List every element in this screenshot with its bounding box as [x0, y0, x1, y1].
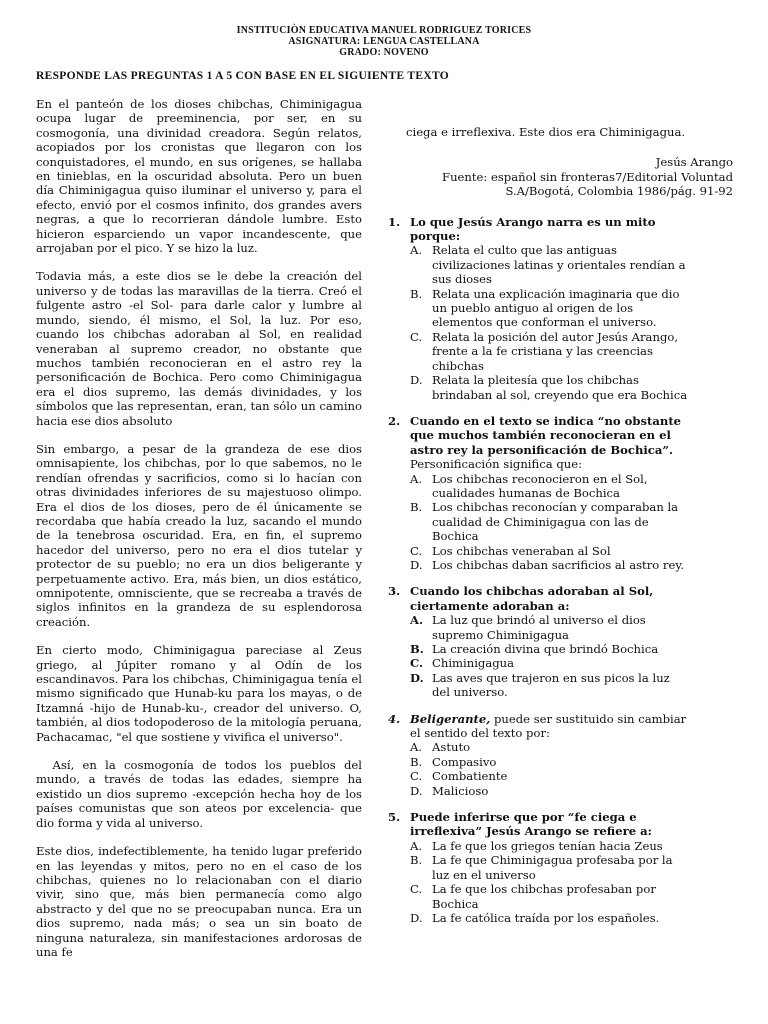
answer-option [410, 373, 691, 402]
option-letter: B. [410, 642, 424, 656]
option-letter: A. [410, 613, 424, 628]
option-text: Las aves que trajeron en sus picos la luz del universo. [432, 670, 670, 700]
option-letter: D. [410, 670, 424, 685]
option-text: Los chibchas daban sacrificios al astro rey. [432, 557, 685, 572]
option-letter: D. [410, 783, 423, 798]
option-letter: C. [410, 882, 423, 897]
answer-option [410, 500, 691, 543]
option-text: La fe que Chiminigagua profesaba por la luz en el universo [432, 853, 673, 882]
answer-option [410, 472, 691, 501]
question-stem-rest: puede ser sustituido sin cambiar el sentido del texto por: [410, 711, 687, 741]
option-letter: D. [410, 373, 423, 388]
document-header [0, 25, 768, 58]
answer-option [410, 740, 691, 754]
question-keyword: Beligerante, [410, 711, 491, 726]
question-4 [346, 712, 733, 798]
grade-line: GRADO: NOVENO [339, 47, 429, 58]
question-number: 1. [388, 214, 401, 229]
answer-option [410, 656, 691, 670]
option-text: Malicioso [432, 783, 489, 798]
option-letter: B. [410, 754, 423, 769]
option-letter: B. [410, 286, 423, 301]
source-credit [388, 155, 733, 198]
question-stem: Cuando los chibchas adoraban al Sol, ciertamente adoraban a: [410, 584, 654, 613]
answer-option [410, 882, 691, 911]
option-letter: C. [410, 329, 423, 344]
option-letter: B. [410, 853, 423, 868]
option-text: Relata la posición del autor Jesús Arango, frente a la fe cristiana y las creencias chibchas [432, 329, 679, 373]
option-letter: A. [410, 471, 423, 486]
question-stem [410, 712, 691, 741]
text-paragraph: En el panteón de los dioses chibchas, Chiminigagua ocupa lugar de preeminencia, por ser, en su cosmogonía, una divinidad creadora. Según relatos, acopiados por los cronistas que llegaron con los conquistadores, el mundo, en sus orígenes, se hallaba en tinieblas, en la oscuridad absoluta. Pero un buen día Chiminigagua quiso iluminar el universo y, para el efecto, envió por el cosmos infinito, dos grandes avers negras, a que lo recorrieran dándole lumbre. Esto hicieron esparciendo un vapor incandescente, que arrojaban por el pico. Y se hizo la luz. [36, 97, 362, 256]
question-stem: Puede inferirse que por “fe ciega e irreflexiva” Jesús Arango se refiere a: [410, 810, 652, 839]
option-letter: C. [410, 769, 423, 784]
question-number: 5. [388, 810, 401, 825]
question-number: 3. [388, 584, 401, 599]
question-1 [346, 215, 733, 402]
option-text: La luz que brindó al universo el dios supremo Chiminigagua [432, 613, 646, 642]
option-text: La creación divina que brindó Bochica [432, 642, 659, 656]
source-line: S.A/Bogotá, Colombia 1986/pág. 91-92 [505, 184, 733, 199]
option-letter: A. [410, 740, 423, 755]
question-stem: Cuando en el texto se indica “no obstante que muchos también reconocieran en el astro rey la personificación de Bochica”. [410, 413, 682, 457]
option-letter: A. [410, 838, 423, 853]
author-name: Jesús Arango [655, 155, 733, 170]
answer-option [410, 853, 691, 882]
option-text: Combatiente [432, 769, 508, 784]
answer-option [410, 784, 691, 798]
option-letter: B. [410, 500, 423, 515]
text-paragraph: En cierto modo, Chiminigagua pareciase al Zeus griego, al Júpiter romano y al Odín de los escandinavos. Para los chibchas, Chiminigagua tenía el mismo significado que Hunab-ku para los mayas, o de Itzamná -hijo de Hunab-ku-, creador del universo. O, también, al dios todopoderoso de la mitología peruana, Pachacamac, "el que sostiene y vivifica el universo". [36, 643, 362, 744]
option-text: Los chibchas reconocieron en el Sol, cualidades humanas de Bochica [432, 471, 648, 500]
answer-option [410, 642, 691, 656]
answer-option [410, 755, 691, 769]
text-continuation: ciega e irreflexiva. Este dios era Chiminigagua. [406, 125, 686, 139]
option-letter: A. [410, 243, 423, 258]
option-text: Astuto [432, 740, 471, 755]
question-2 [346, 414, 733, 572]
option-letter: D. [410, 557, 423, 572]
option-text: Los chibchas veneraban al Sol [432, 543, 611, 558]
option-text: Relata el culto que las antiguas civilizaciones latinas y orientales rendían a sus dioses [432, 243, 686, 287]
school-name: INSTITUCIÒN EDUCATIVA MANUEL RODRIGUEZ TORICES [236, 25, 532, 36]
option-text: Relata la pleitesía que los chibchas brindaban al sol, creyendo que era Bochica [432, 373, 688, 402]
option-text: Los chibchas reconocían y comparaban la cualidad de Chiminigagua con las de Bochica [432, 500, 679, 544]
source-line: Fuente: español sin fronteras7/Editorial Voluntad [442, 169, 733, 184]
option-text: Relata una explicación imaginaria que dio un pueblo antiguo al origen de los elementos que conforman el universo. [432, 286, 680, 330]
option-letter: D. [410, 910, 423, 925]
question-stem: Lo que Jesús Arango narra es un mito porque: [410, 214, 656, 244]
question-number: 2. [388, 413, 401, 428]
questions-column [388, 125, 733, 937]
text-paragraph: Sin embargo, a pesar de la grandeza de ese dios omnisapiente, los chibchas, por lo que sabemos, no le rendían ofrendas y sacrificios, como si lo hacían con otras divinidades inferiores de su majestuoso olimpo. Era el dios de los dioses, pero de él únicamente se recordaba que había creado la luz, sacando el mundo de la tenebrosa oscuridad. Era, en fin, el supremo hacedor del universo, pero no era el dios tutelar y protector de su pueblo; no era un dios beligerante y perpetuamente activo. Era, más bien, un dios estático, omnipotente, omnisciente, que se recreaba a través de siglos infinitos en la grandeza de su esplendorosa creación. [36, 441, 362, 629]
text-paragraph: Así, en la cosmogonía de todos los pueblos del mundo, a través de todas las edades, siempre ha existido un dios supremo -excepción hecha hoy de los países comunistas que son ateos por excelencia- que dio forma y vida al universo. [36, 758, 366, 830]
option-text: La fe católica traída por los españoles. [432, 910, 660, 925]
question-5 [346, 810, 733, 925]
answer-option [410, 243, 691, 286]
answer-option [410, 558, 691, 572]
answer-option [410, 613, 691, 642]
answer-option [410, 287, 691, 330]
answer-option [410, 769, 691, 783]
answer-option [410, 671, 691, 700]
option-text: Compasivo [432, 754, 497, 769]
option-letter: C. [410, 543, 423, 558]
option-text: La fe que los chibchas profesaban por Bochica [432, 882, 656, 911]
reading-text-column [36, 97, 366, 973]
answer-option [410, 911, 691, 925]
question-subprompt: Personificación significa que: [410, 457, 582, 472]
instruction-line: RESPONDE LAS PREGUNTAS 1 A 5 CON BASE EN EL SIGUIENTE TEXTO [36, 70, 449, 82]
text-paragraph: Todavia más, a este dios se le debe la creación del universo y de todas las maravillas de la tierra. Creó el fulgente astro -el Sol- para darle calor y lumbre al mundo, siendo, él mismo, el Sol, la luz. Por eso, cuando los chibchas adoraban al Sol, en realidad veneraban al supremo creador, no obstante que muchos también reconocieran en el astro rey la personificación de Bochica. Pero como Chiminigagua era el dios supremo, las demás divinidades, y los símbolos que las representan, eran, tan sólo un camino hacia ese dios absoluto [36, 269, 362, 428]
answer-option [410, 544, 691, 558]
question-3 [346, 584, 733, 699]
question-number: 4. [388, 711, 401, 726]
answer-option [410, 330, 691, 373]
option-text: La fe que los griegos tenían hacia Zeus [432, 838, 663, 853]
answer-option [410, 839, 691, 853]
option-letter: C. [410, 656, 424, 671]
option-text: Chiminigagua [432, 656, 515, 671]
text-paragraph: Este dios, indefectiblemente, ha tenido lugar preferido en las leyendas y mitos, pero no en el caso de los chibchas, quienes no lo relacionaban con el diario vivir, sino que, más bien permanecía como algo abstracto y del que no se preocupaban nunca. Era un dios supremo, nada más; o sea un sin boato de ninguna naturaleza, sin manifestaciones ardorosas de una fe [36, 844, 362, 959]
subject-line: ASIGNATURA: LENGUA CASTELLANA [288, 36, 480, 47]
